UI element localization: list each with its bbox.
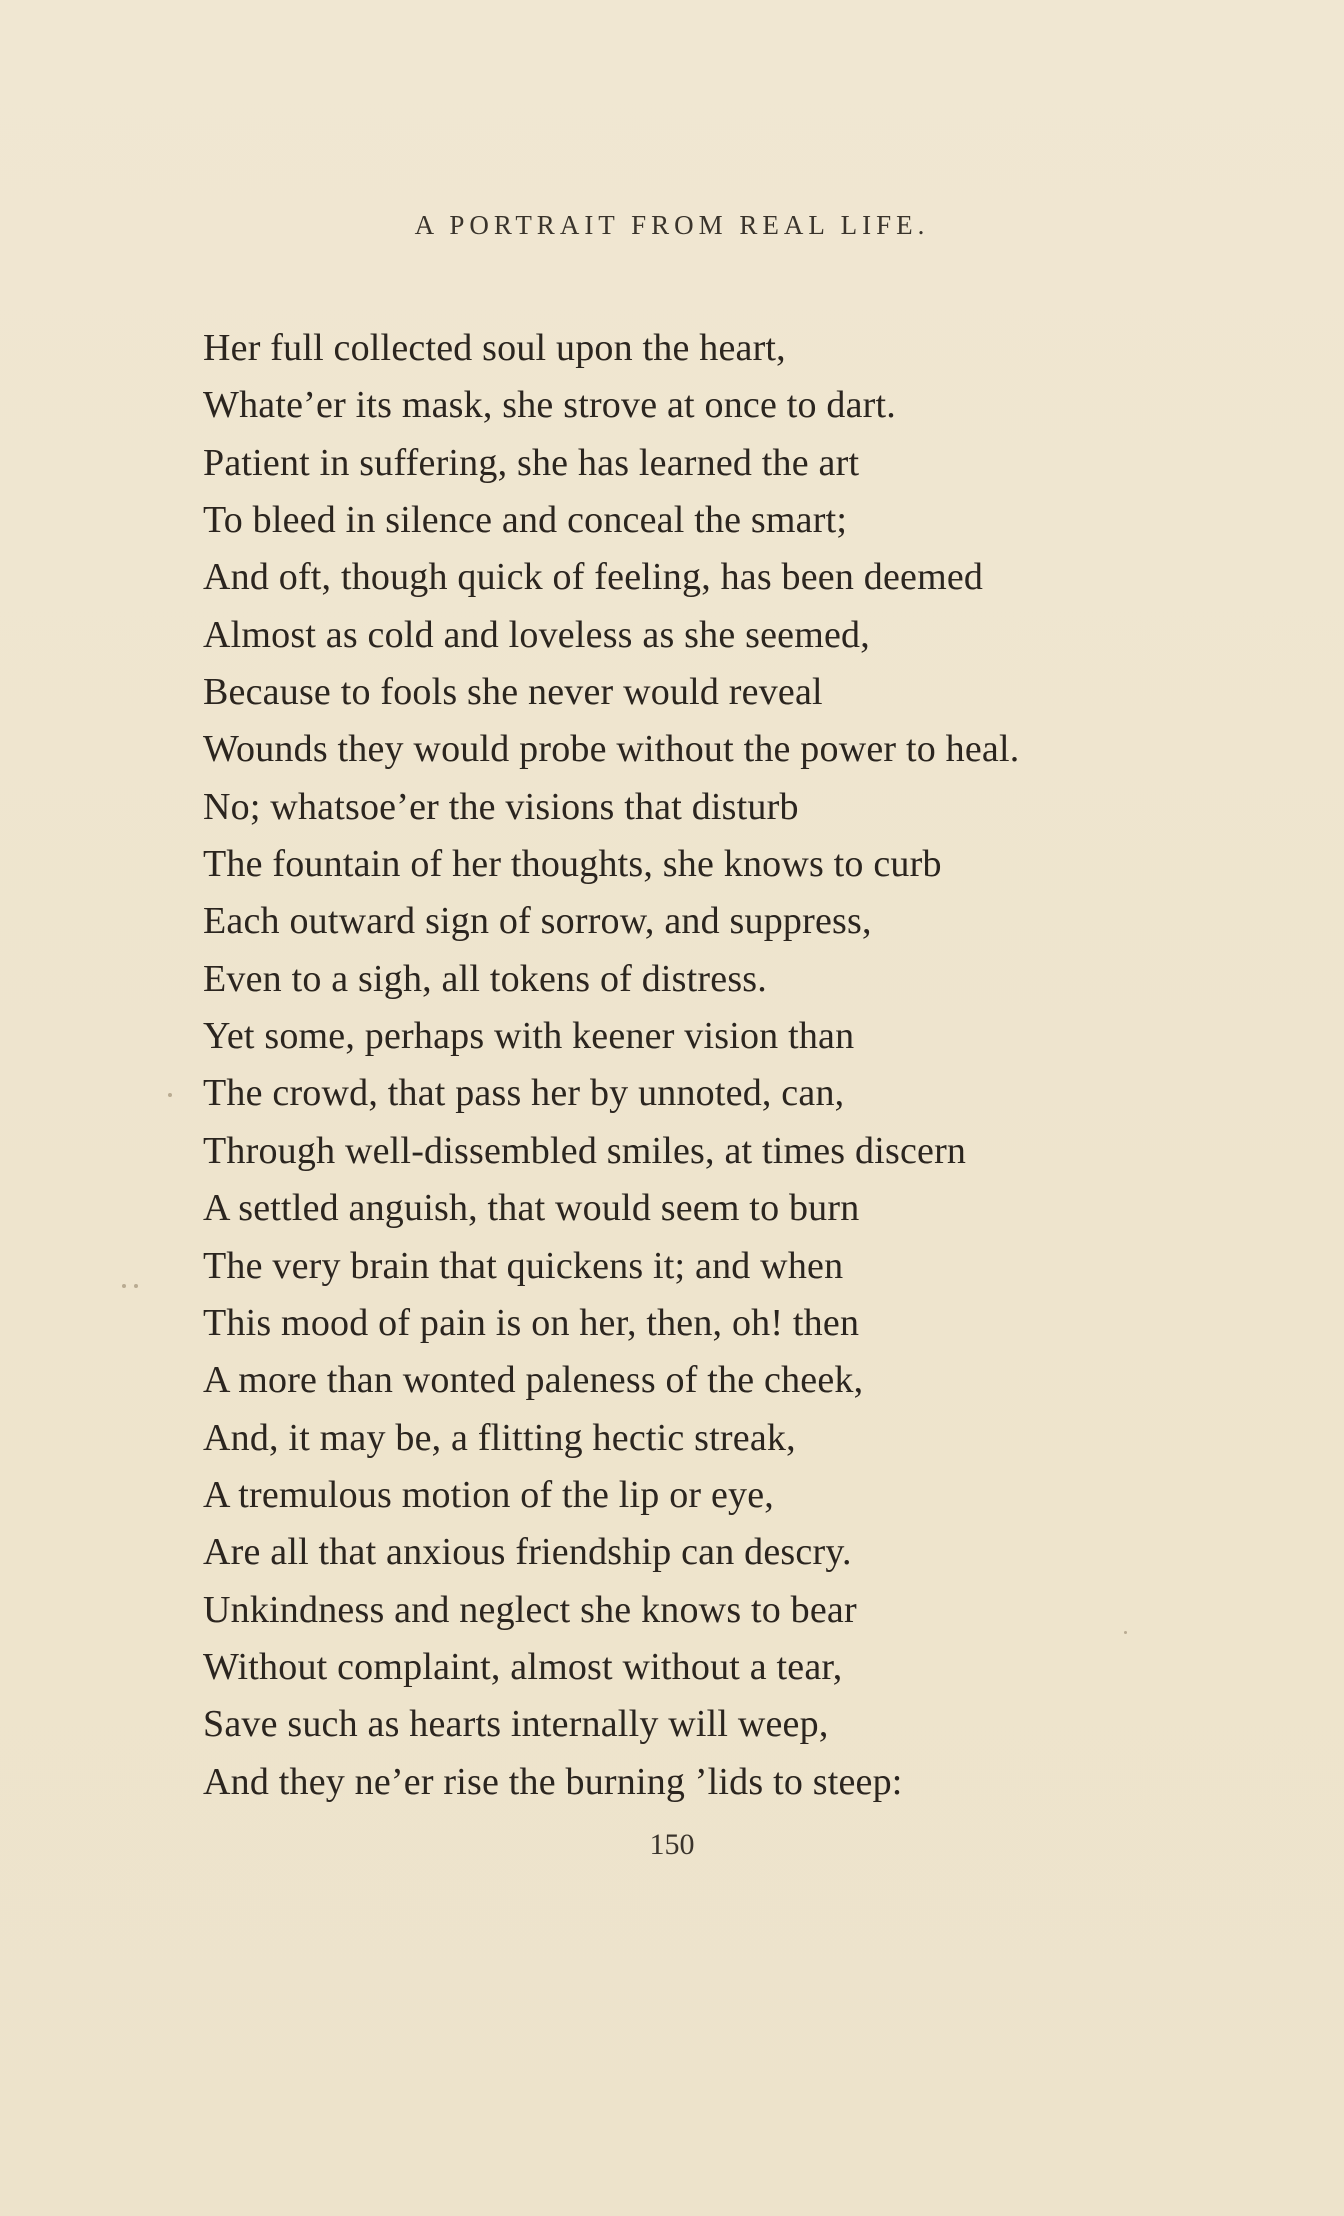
running-head: A PORTRAIT FROM REAL LIFE. <box>414 210 930 240</box>
poem-line: Without complaint, almost without a tear, <box>203 1645 843 1688</box>
poem-line: Because to fools she never would reveal <box>203 671 823 714</box>
poem-line: Wounds they would probe without the power to heal. <box>203 728 1020 771</box>
poem-line: No; whatsoe’er the visions that disturb <box>203 785 799 828</box>
poem-line: To bleed in silence and conceal the smart; <box>203 499 848 542</box>
poem-line: Her full collected soul upon the heart, <box>203 327 786 369</box>
poem-line: The crowd, that pass her by unnoted, can, <box>203 1072 845 1115</box>
poem-line: A tremulous motion of the lip or eye, <box>203 1473 774 1516</box>
poem-line: A more than wonted paleness of the cheek, <box>203 1359 864 1402</box>
poem-line: Yet some, perhaps with keener vision than <box>203 1015 855 1058</box>
poem-line: The very brain that quickens it; and when <box>203 1244 844 1287</box>
page-number: 150 <box>649 1828 695 1861</box>
poem-text <box>203 320 1263 1811</box>
paper-speck <box>122 1284 126 1288</box>
poem-line: Even to a sigh, all tokens of distress. <box>203 957 767 1000</box>
poem-line: Almost as cold and loveless as she seemed, <box>203 613 870 656</box>
poem-line: And they ne’er rise the burning ’lids to steep: <box>203 1760 903 1803</box>
poem-line: Save such as hearts internally will weep, <box>203 1703 829 1746</box>
poem-line: Are all that anxious friendship can descry. <box>203 1531 852 1574</box>
paper-speck <box>1124 1631 1127 1634</box>
poem-line: The fountain of her thoughts, she knows to curb <box>203 843 942 886</box>
poem-line: Unkindness and neglect she knows to bear <box>203 1588 857 1631</box>
paper-speck <box>168 1093 172 1097</box>
poem-line: Through well-dissembled smiles, at times discern <box>203 1129 967 1172</box>
poem-line: Each outward sign of sorrow, and suppress, <box>203 900 872 943</box>
poem-line: And oft, though quick of feeling, has been deemed <box>203 556 984 599</box>
poem-line: A settled anguish, that would seem to burn <box>203 1187 860 1230</box>
poem-line: This mood of pain is on her, then, oh! then <box>203 1301 860 1344</box>
poem-line: And, it may be, a flitting hectic streak, <box>203 1416 796 1459</box>
poem-line: Patient in suffering, she has learned the art <box>203 441 860 484</box>
poem-line: Whate’er its mask, she strove at once to dart. <box>203 384 896 427</box>
paper-speck <box>134 1284 138 1288</box>
